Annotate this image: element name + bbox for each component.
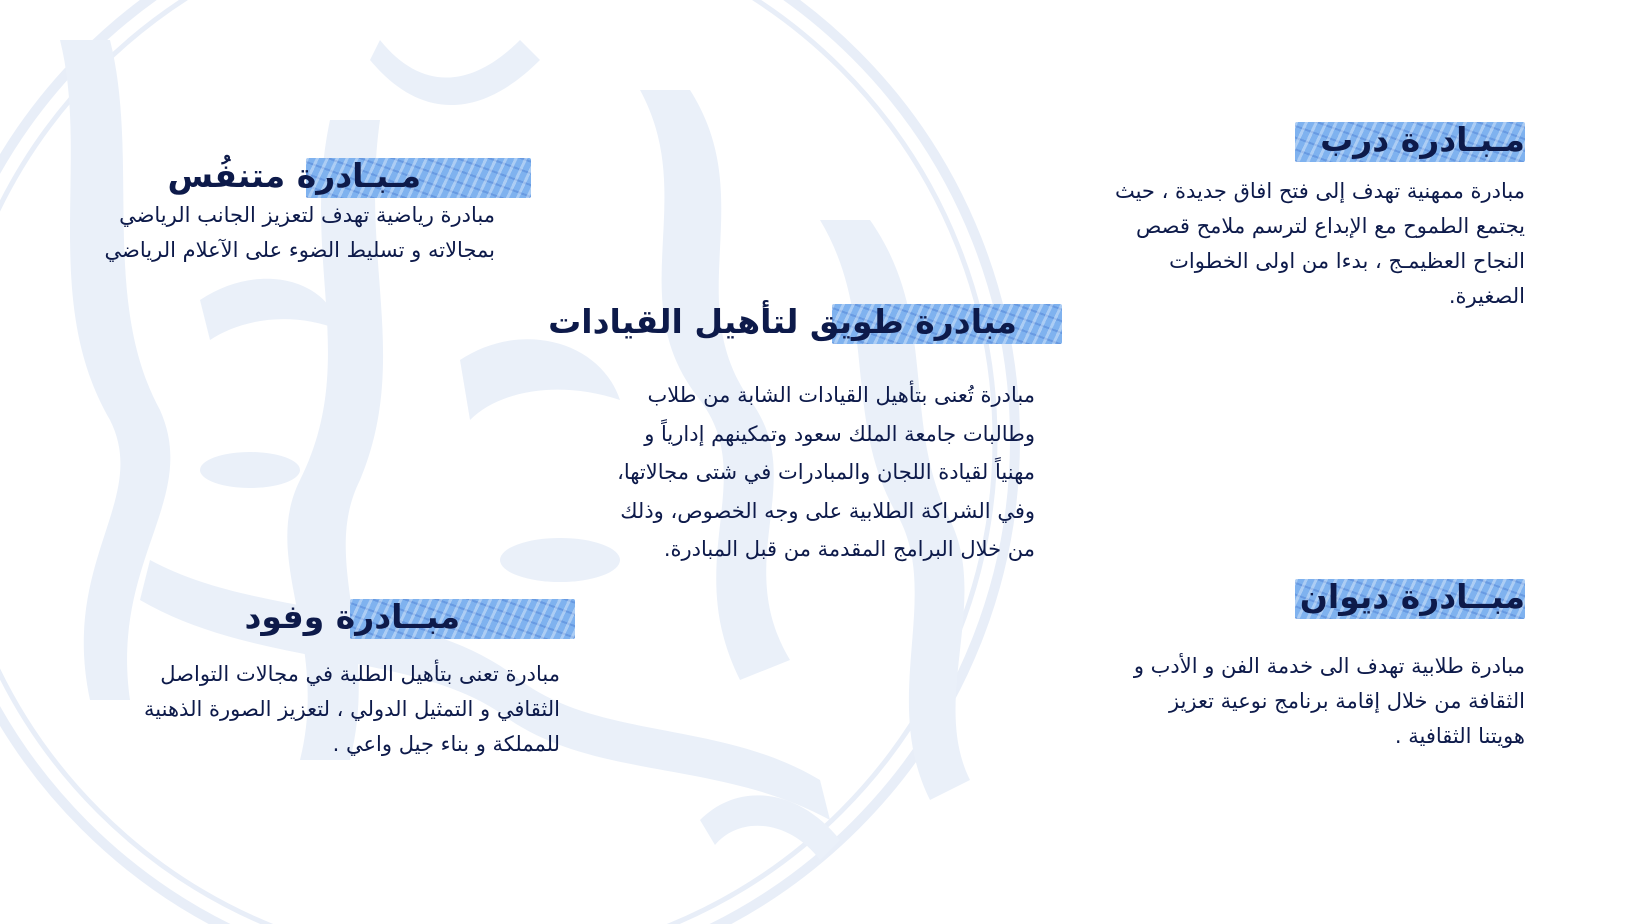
description-line: مبادرة طلابية تهدف الى خدمة الفن و الأدب و: [1133, 654, 1525, 678]
initiative-wufud: [144, 595, 560, 762]
initiative-diwan-description: [1134, 649, 1525, 754]
initiative-wufud-title: مبــادرة وفود: [245, 595, 576, 639]
description-line: مبادرة تُعنى بتأهيل القيادات الشابة من طلاب: [647, 383, 1035, 407]
description-line: مبادرة تعنى بتأهيل الطلبة في مجالات التواصل: [160, 662, 560, 686]
description-line: من خلال البرامج المقدمة من قبل المبادرة.: [663, 537, 1035, 561]
initiative-tuwaiq-title: مبادرة طويق لتأهيل القيادات: [548, 300, 1062, 344]
initiative-tuwaiq-description: [548, 376, 1035, 569]
description-line: النجاح العظيمـج ، بدءا من اولى الخطوات: [1169, 249, 1525, 273]
description-line: هويتنا الثقافية .: [1394, 724, 1525, 748]
initiative-tanaffas: [105, 154, 495, 268]
initiative-darb: [1115, 118, 1525, 314]
description-line: بمجالاته و تسليط الضوء على الآعلام الرياضي: [104, 238, 495, 262]
description-line: وفي الشراكة الطلابية على وجه الخصوص، وذلك: [620, 498, 1035, 523]
description-line: مبادرة ممهنية تهدف إلى فتح افاق جديدة ، حيث: [1114, 179, 1525, 203]
initiative-wufud-description: [144, 657, 560, 762]
initiative-diwan-title: مبــادرة ديوان: [1300, 575, 1525, 619]
description-line: الصغيرة.: [1448, 284, 1525, 308]
initiative-tanaffas-description: [105, 198, 495, 268]
description-line: يجتمع الطموح مع الإبداع لترسم ملامح قصص: [1135, 214, 1525, 238]
initiative-tuwaiq: [548, 300, 1035, 569]
description-line: مبادرة رياضية تهدف لتعزيز الجانب الرياضي: [119, 203, 495, 227]
description-line: الثقافة من خلال إقامة برنامج نوعية تعزيز: [1168, 689, 1525, 713]
initiative-darb-description: [1115, 174, 1525, 314]
initiative-diwan: [1134, 575, 1525, 754]
initiative-tanaffas-title: مـبـادرة متنفُس: [167, 154, 531, 198]
description-line: للمملكة و بناء جيل واعي .: [332, 732, 560, 756]
description-line: مهنياً لقيادة اللجان والمبادرات في شتى مجالاتها،: [617, 460, 1035, 484]
description-line: الثقافي و التمثيل الدولي ، لتعزيز الصورة الذهنية: [144, 697, 560, 721]
initiative-darb-title: مـبـادرة درب: [1320, 118, 1525, 162]
description-line: وطالبات جامعة الملك سعود وتمكينهم إدارياً و: [644, 421, 1035, 446]
